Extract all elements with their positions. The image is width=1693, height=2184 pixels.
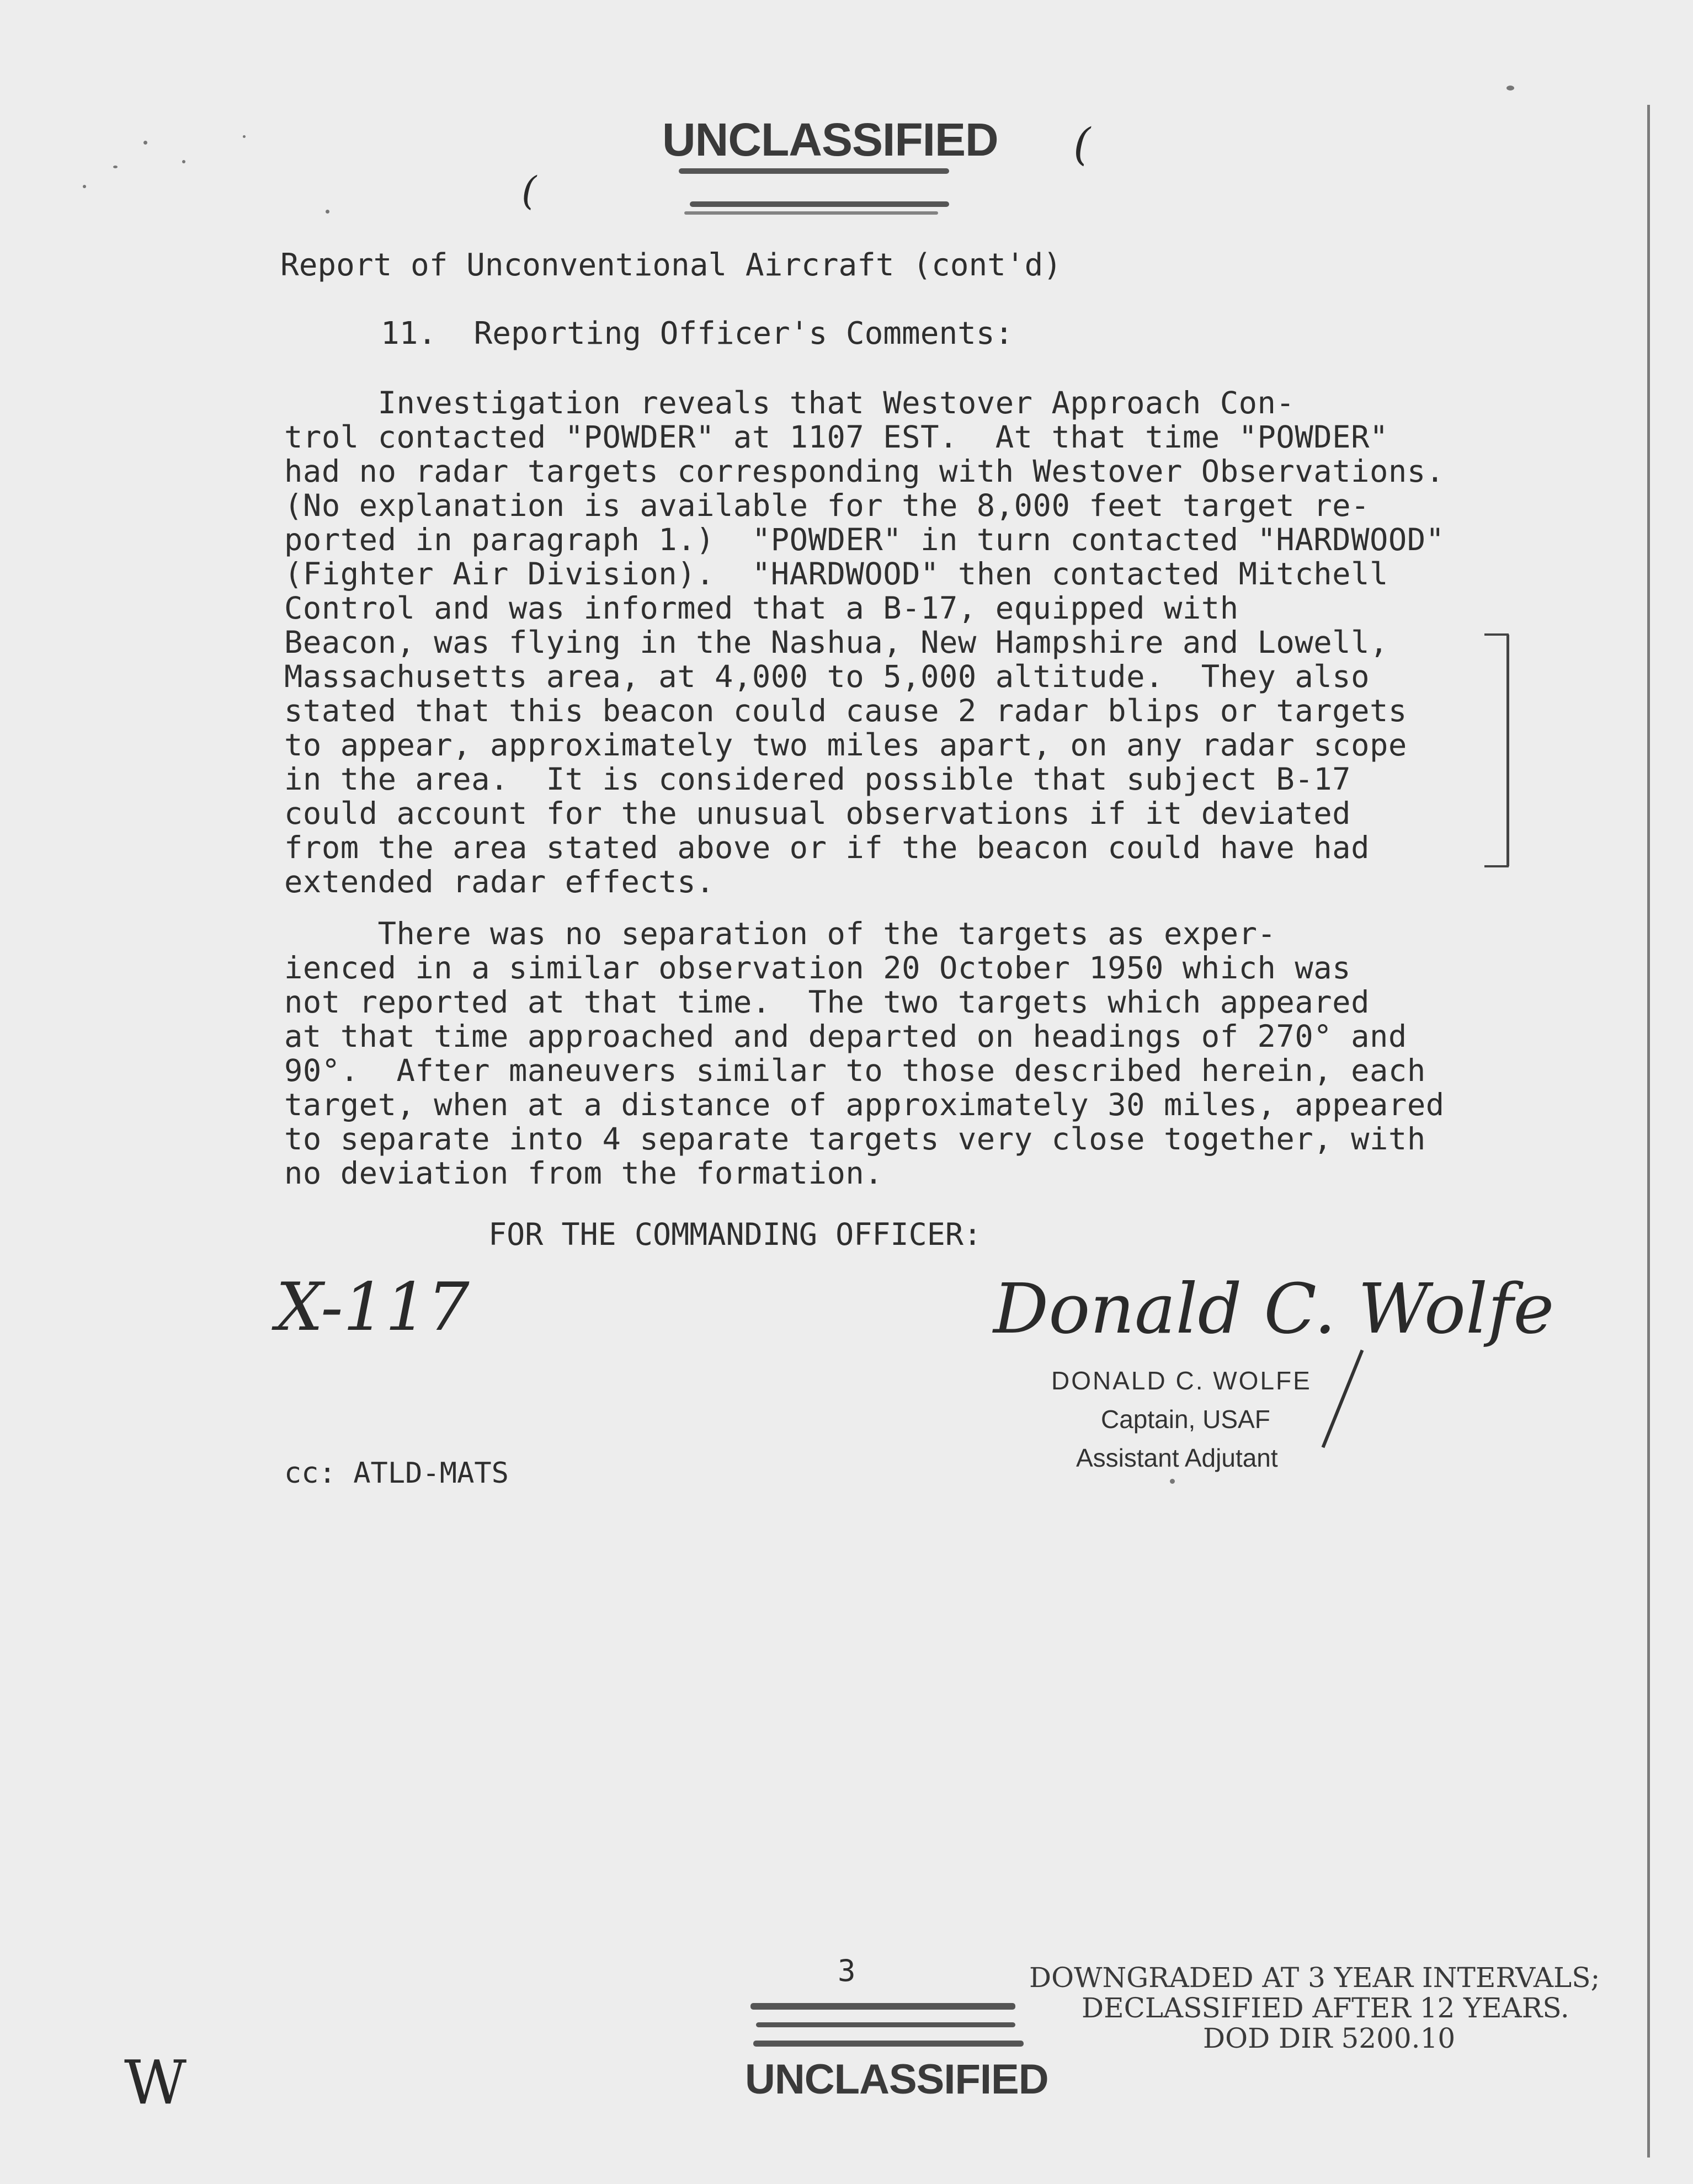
stamp-strike-line <box>753 2041 1024 2047</box>
text-line: target, when at a distance of approximately 30 miles, appeared <box>284 1087 1445 1123</box>
text-line: to appear, approximately two miles apart, on any radar scope <box>284 727 1407 763</box>
cc-distribution: cc: ATLD-MATS <box>284 1457 509 1490</box>
signature-flourish <box>1322 1350 1364 1448</box>
stamp-strike-line <box>679 168 949 174</box>
text-line: extended radar effects. <box>284 864 715 900</box>
text-line: to separate into 4 separate targets very close together, with <box>284 1121 1426 1157</box>
corner-handwritten-mark: W <box>124 2047 187 2118</box>
text-line: (No explanation is available for the 8,000 feet target re- <box>284 488 1370 524</box>
downgrade-line: DOWNGRADED AT 3 YEAR INTERVALS; <box>1029 1962 1600 1994</box>
stamp-strike-line <box>756 2022 1015 2027</box>
top-classification-text: UNCLASSIFIED <box>662 114 998 166</box>
signatory-name: DONALD C. WOLFE <box>1051 1366 1312 1395</box>
margin-bracket-bottom <box>1484 865 1509 867</box>
margin-paren-mark: ( <box>521 168 537 214</box>
text-line: stated that this beacon could cause 2 radar blips or targets <box>284 693 1407 729</box>
stamp-strike-line <box>690 201 949 207</box>
text-line: could account for the unusual observations if it deviated <box>284 796 1351 832</box>
signatory-rank: Captain, USAF <box>1101 1405 1270 1434</box>
handwritten-file-mark: X-117 <box>276 1269 470 1346</box>
text-line: Beacon, was flying in the Nashua, New Hampshire and Lowell, <box>284 625 1388 660</box>
text-line: had no radar targets corresponding with Westover Observations. <box>284 454 1445 489</box>
dust-speck <box>143 141 147 145</box>
text-line: Control and was informed that a B-17, equipped with <box>284 590 1239 626</box>
text-line: ported in paragraph 1.) "POWDER" in turn contacted "HARDWOOD" <box>284 522 1445 558</box>
text-line: 90°. After maneuvers similar to those described herein, each <box>284 1053 1426 1089</box>
text-line: at that time approached and departed on headings of 270° and <box>284 1019 1407 1054</box>
text-line: Massachusetts area, at 4,000 to 5,000 altitude. They also <box>284 659 1370 695</box>
text-line: no deviation from the formation. <box>284 1155 883 1191</box>
dust-speck <box>182 160 185 163</box>
text-line: Investigation reveals that Westover Approach Con- <box>284 385 1295 421</box>
dust-speck <box>1170 1479 1175 1484</box>
dust-speck <box>83 185 86 188</box>
dust-speck <box>326 210 329 214</box>
document-title: Report of Unconventional Aircraft (cont'd) <box>280 247 1062 283</box>
page-number: 3 <box>838 1953 856 1988</box>
text-line: There was no separation of the targets as exper- <box>284 916 1276 952</box>
text-line: (Fighter Air Division). "HARDWOOD" then contacted Mitchell <box>284 556 1388 592</box>
signatory-position: Assistant Adjutant <box>1076 1443 1278 1472</box>
margin-bracket <box>1506 635 1509 866</box>
dust-speck <box>1506 86 1514 90</box>
page-edge-shadow <box>1647 105 1650 2158</box>
text-line: ienced in a similar observation 20 October 1950 which was <box>284 950 1351 986</box>
stamp-strike-line <box>684 211 938 215</box>
closing-line: FOR THE COMMANDING OFFICER: <box>488 1217 982 1252</box>
text-line: not reported at that time. The two targets which appeared <box>284 984 1370 1020</box>
signature: Donald C. Wolfe <box>993 1269 1554 1349</box>
dust-speck <box>243 135 246 138</box>
dust-speck <box>113 166 118 168</box>
downgrade-line: DOD DIR 5200.10 <box>1203 2022 1456 2054</box>
downgrade-line: DECLASSIFIED AFTER 12 YEARS. <box>1082 1992 1569 2024</box>
text-line: from the area stated above or if the beacon could have had <box>284 830 1370 866</box>
text-line: trol contacted "POWDER" at 1107 EST. At that time "POWDER" <box>284 419 1388 455</box>
margin-paren-mark: ( <box>1073 119 1091 170</box>
margin-bracket-top <box>1484 633 1509 636</box>
bottom-classification-stamp <box>739 1992 1048 2113</box>
stamp-strike-line <box>750 2003 1015 2010</box>
text-line: in the area. It is considered possible that subject B-17 <box>284 761 1351 797</box>
section-heading: 11. Reporting Officer's Comments: <box>381 316 1014 351</box>
bottom-classification-text: UNCLASSIFIED <box>745 2056 1048 2103</box>
top-classification-stamp <box>662 113 998 223</box>
